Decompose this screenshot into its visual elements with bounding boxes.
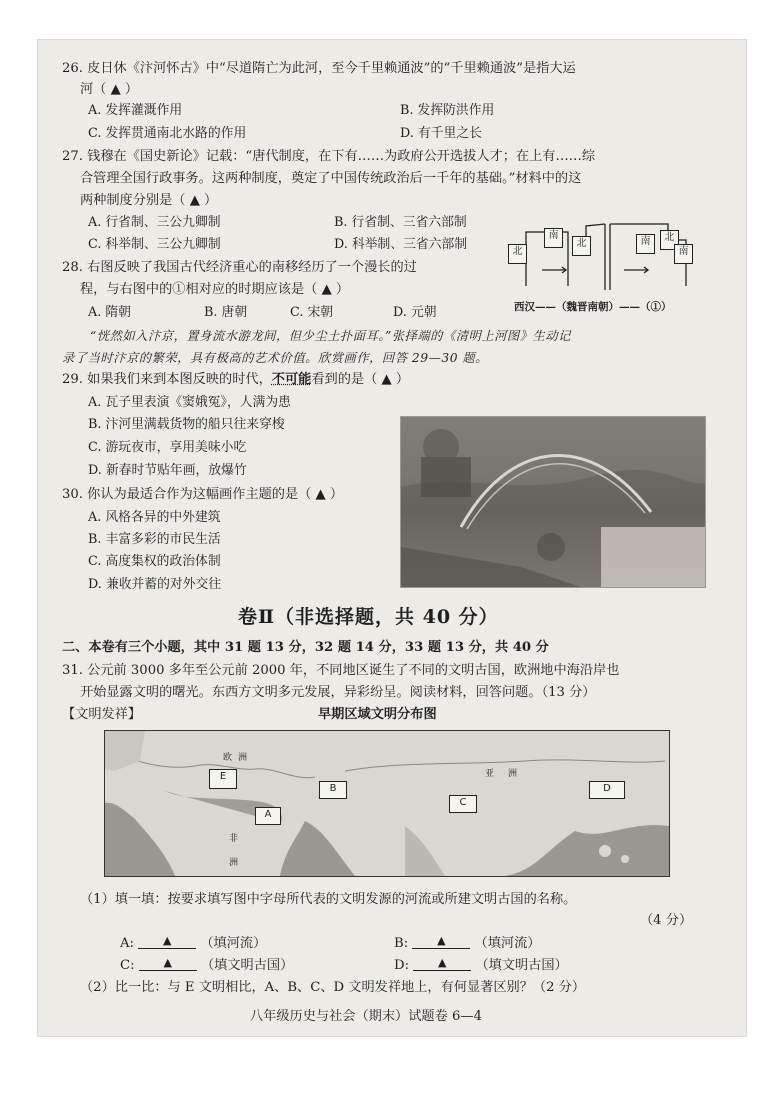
q26-option-b: B. 发挥防洪作用 — [400, 103, 495, 118]
q26-option-a: A. 发挥灌溉作用 — [88, 103, 183, 118]
map-box-e: E — [209, 769, 237, 789]
fill-row-d — [394, 956, 568, 975]
map-label-asia: 亚洲 — [485, 769, 532, 779]
q29-stem-tail: 看到的是（ ▲ ） — [311, 372, 410, 387]
map-box-a: A — [255, 807, 281, 825]
q28-stem-line2: 程，与右图中的①相对应的时期应该是（ ▲ ） — [80, 282, 350, 297]
fill-label-c: C: — [120, 958, 135, 973]
q29-emphasis: 不可能 — [271, 372, 312, 387]
q31-sub2: （2）比一比：与 E 文明相比，A、B、C、D 文明发祥地上，有何显著区别？（2 分） — [80, 980, 586, 995]
q29-stem — [62, 371, 409, 389]
map-label-europe: 欧洲 — [223, 753, 254, 763]
q28-option-b: B. 唐朝 — [204, 305, 248, 320]
q31-sub1: （1）填一填：按要求填写图中字母所代表的文明发源的河流或所建文明古国的名称。 — [80, 892, 577, 907]
map-title: 早期区域文明分布图 — [318, 707, 437, 722]
early-civilizations-map — [104, 730, 670, 877]
q27-option-b: B. 行省制、三省六部制 — [334, 215, 467, 230]
q30-option-b: B. 丰富多彩的市民生活 — [88, 532, 221, 547]
q27-option-a: A. 行省制、三公九卿制 — [88, 215, 221, 230]
diagram-box-south-2: 南 — [636, 234, 655, 254]
q31-sub1-score: （4 分） — [640, 913, 693, 928]
fill-row-a — [120, 934, 266, 953]
fill-label-d: D: — [394, 958, 410, 973]
painting-illustration — [401, 417, 705, 587]
q27-stem-line2: 合管理全国行政事务。这两种制度，奠定了中国传统政治后一千年的基础。”材料中的这 — [80, 171, 582, 186]
q26-option-d: D. 有千里之长 — [400, 126, 482, 141]
page-footer: 八年级历史与社会（期末）试题卷 6—4 — [250, 1009, 482, 1024]
fill-row-c — [120, 956, 293, 975]
q29-option-a: A. 瓦子里表演《窦娥冤》，人满为患 — [88, 395, 291, 410]
fill-label-a: A: — [120, 936, 134, 951]
map-box-b: B — [319, 781, 347, 799]
q27-stem-line1: 27. 钱穆在《国史新论》记载：“唐代制度，在下有……为政府公开选拔人才；在上有……综 — [62, 149, 596, 164]
q27-stem-line3: 两种制度分别是（ ▲ ） — [80, 193, 218, 208]
fill-row-b — [394, 934, 540, 953]
q26-stem-line2: 河（ ▲ ） — [80, 82, 139, 97]
section-subtitle: 二、本卷有三个小题，其中 31 题 13 分，32 题 14 分，33 题 13 分，共 40 分 — [62, 640, 549, 655]
q30-option-a: A. 风格各异的中外建筑 — [88, 510, 221, 525]
diagram-box-south-1: 南 — [544, 228, 563, 248]
fill-blank-d[interactable]: ▲ — [413, 956, 471, 971]
map-box-c: C — [449, 795, 477, 813]
q28-option-c: C. 宋朝 — [290, 305, 334, 320]
material-label: 【文明发祥】 — [62, 707, 142, 722]
fill-blank-b[interactable]: ▲ — [412, 934, 470, 949]
q27-option-d: D. 科举制、三省六部制 — [334, 237, 468, 252]
q28-stem-line1: 28. 右图反映了我国古代经济重心的南移经历了一个漫长的过 — [62, 260, 417, 275]
q30-option-d: D. 兼收并蓄的对外交往 — [88, 577, 222, 592]
q29-stem-text: 29. 如果我们来到本图反映的时代， — [62, 372, 272, 387]
fill-hint-a: （填河流） — [200, 936, 267, 951]
q30-stem: 30. 你认为最适合作为这幅画作主题的是（ ▲ ） — [62, 487, 344, 502]
q27-option-c: C. 科举制、三公九卿制 — [88, 237, 221, 252]
q31-stem-line2: 开始显露文明的曙光。东西方文明多元发展，异彩纷呈。阅读材料，回答问题。（13 分） — [80, 685, 596, 700]
q29-option-d: D. 新春时节贴年画，放爆竹 — [88, 463, 247, 478]
economic-center-diagram — [506, 214, 694, 326]
q30-option-c: C. 高度集权的政治体制 — [88, 554, 221, 569]
diagram-box-north-3: 北 — [660, 230, 679, 250]
diagram-box-north-2: 北 — [572, 236, 591, 256]
q26-stem-line1: 26. 皮日休《汴河怀古》中“尽道隋亡为此河，至今千里赖通波”的“千里赖通波”是指大运 — [62, 61, 576, 76]
intro-line1: “恍然如入汴京，置身流水游龙间，但少尘土扑面耳。”张择端的《清明上河图》生动记 — [90, 329, 571, 343]
diagram-box-north-1: 北 — [508, 244, 527, 264]
q26-option-c: C. 发挥贯通南北水路的作用 — [88, 126, 247, 141]
qingming-painting-image — [400, 416, 706, 588]
q31-stem-line1: 31. 公元前 3000 多年至公元前 2000 年，不同地区诞生了不同的文明古国，欧洲地中海沿岸也 — [62, 663, 620, 678]
map-illustration — [105, 731, 669, 876]
fill-hint-c: （填文明古国） — [200, 958, 294, 973]
map-label-africa: 非洲 — [229, 834, 239, 868]
q28-option-d: D. 元朝 — [393, 305, 437, 320]
fill-hint-d: （填文明古国） — [475, 958, 568, 973]
fill-hint-b: （填河流） — [474, 936, 541, 951]
diagram-box-south-3: 南 — [674, 244, 693, 264]
diagram-caption: 西汉——（魏晋南朝）——（①） — [514, 301, 672, 313]
q28-option-a: A. 隋朝 — [88, 305, 131, 320]
q29-option-b: B. 汴河里满载货物的船只往来穿梭 — [88, 417, 285, 432]
fill-blank-c[interactable]: ▲ — [139, 956, 197, 971]
q29-option-c: C. 游玩夜市，享用美味小吃 — [88, 440, 247, 455]
intro-line2: 录了当时汴京的繁荣，具有极高的艺术价值。欣赏画作，回答 29—30 题。 — [62, 351, 489, 365]
map-box-d: D — [589, 781, 625, 799]
fill-blank-a[interactable]: ▲ — [138, 934, 196, 949]
fill-label-b: B: — [394, 936, 409, 951]
section-title: 卷Ⅱ（非选择题，共 40 分） — [238, 606, 499, 628]
